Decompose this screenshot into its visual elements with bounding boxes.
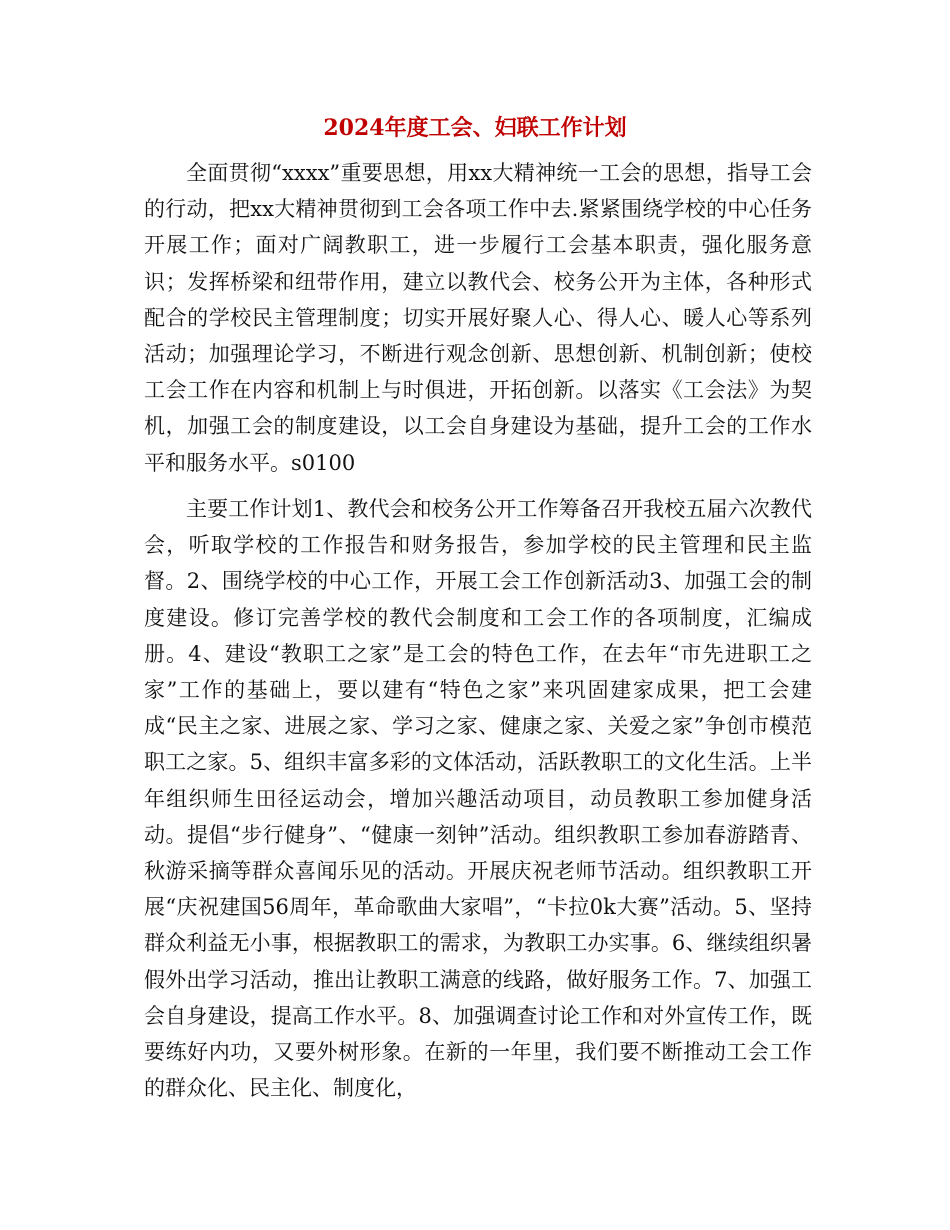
body-paragraph-work-plan: 主要工作计划1、教代会和校务公开工作筹备召开我校五届六次教代会，听取学校的工作报告和财务报告，参加学校的民主管理和民主监督。2、围绕学校的中心工作，开展工会工作创新活动3、加强工会的制度建设。修订完善学校的教代会制度和工会工作的各项制度，汇编成册。4、建设“教职工之家”是工会的特色工作，在去年“市先进职工之家”工作的基础上，要以建有“特色之家”来巩固建家成果，把工会建成“民主之家、进展之家、学习之家、健康之家、关爱之家”争创市模范职工之家。5、组织丰富多彩的文体活动，活跃教职工的文化生活。上半年组织师生田径运动会，增加兴趣活动项目，动员教职工参加健身活动。提倡“步行健身”、“健康一刻钟”活动。组织教职工参加春游踏青、秋游采摘等群众喜闻乐见的活动。开展庆祝老师节活动。组织教职工开展“庆祝建国56周年，革命歌曲大家唱”，“卡拉0k大赛”活动。5、坚持群众利益无小事，根据教职工的需求，为教职工办实事。6、继续组织暑假外出学习活动，推出让教职工满意的线路，做好服务工作。7、加强工会自身建设，提高工作水平。8、加强调查讨论工作和对外宣传工作，既要练好内功，又要外树形象。在新的一年里，我们要不断推动工会工作的群众化、民主化、制度化， — [144, 497, 812, 1101]
body-paragraph-intro: 全面贯彻“xxxx”重要思想，用xx大精神统一工会的思想，指导工会的行动，把xx大精神贯彻到工会各项工作中去.紧紧围绕学校的中心任务开展工作；面对广阔教职工，进一步履行工会基本职责，强化服务意识；发挥桥梁和纽带作用，建立以教代会、校务公开为主体，各种形式配合的学校民主管理制度；切实开展好聚人心、得人心、暖人心等系列活动；加强理论学习，不断进行观念创新、思想创新、机制创新；使校工会工作在内容和机制上与时俱进，开拓创新。以落实《工会法》为契机，加强工会的制度建设，以工会自身建设为基础，提升工会的工作水平和服务水平。s0100 — [144, 161, 812, 475]
document-title: 2024年度工会、妇联工作计划 — [323, 115, 627, 141]
